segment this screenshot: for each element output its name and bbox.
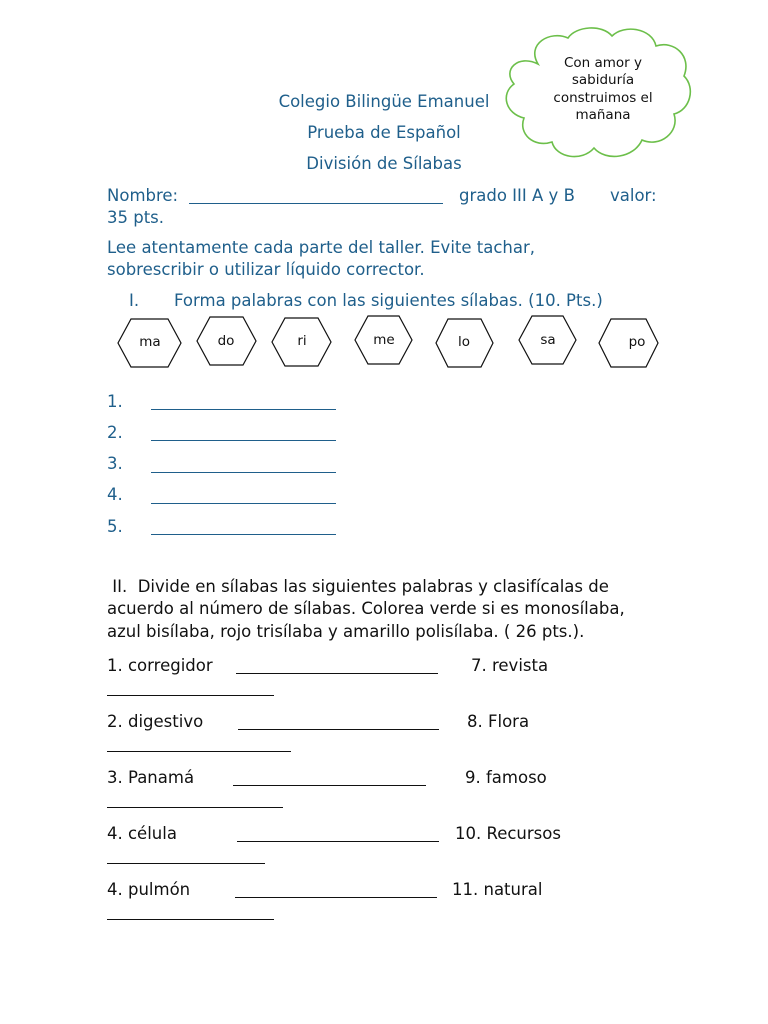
name-label: Nombre: [107,186,179,205]
word-item-2: 2. digestivo [107,712,204,731]
word-blank-5[interactable] [235,897,437,898]
grade-label: grado III A y B [459,186,575,205]
section2-line-3: azul bisílaba, rojo trisílaba y amarillo polisílaba. ( 26 pts.). [107,622,585,641]
word-item-11: 11. natural [452,880,543,899]
answer-number-5: 5. [107,517,123,536]
answer-line-5[interactable] [151,534,336,535]
word-blank-9[interactable] [107,807,283,808]
word-blank-4[interactable] [237,841,439,842]
word-item-7: 7. revista [471,656,549,675]
word-blank-2[interactable] [238,729,439,730]
syllable-ri: ri [297,333,307,349]
word-blank-11[interactable] [107,919,274,920]
school-name: Colegio Bilingüe Emanuel [278,92,490,111]
answer-line-1[interactable] [151,409,336,410]
syllable-do: do [217,333,235,349]
word-item-8: 8. Flora [467,712,530,731]
word-item-4: 4. célula [107,824,177,843]
instructions-line-2: sobrescribir o utilizar líquido corrector. [107,260,425,279]
word-item-10: 10. Recursos [455,824,561,843]
syllable-po: po [628,334,646,350]
motto-line-3: construimos el [553,90,653,106]
topic-title: División de Sílabas [306,154,462,173]
syllable-ma: ma [139,334,161,350]
word-blank-8[interactable] [107,751,291,752]
syllable-hexagons [0,310,768,390]
section2-line-2: acuerdo al número de sílabas. Colorea verde si es monosílaba, [107,599,625,618]
motto-line-4: mañana [575,107,631,123]
word-item-1: 1. corregidor [107,656,213,675]
answer-number-3: 3. [107,454,123,473]
answer-number-1: 1. [107,392,123,411]
word-item-3: 3. Panamá [107,768,195,787]
motto-line-1: Con amor y [563,55,643,71]
answer-line-4[interactable] [151,503,336,504]
test-title: Prueba de Español [307,123,461,142]
name-blank[interactable] [189,203,443,204]
syllable-me: me [373,332,395,348]
syllable-lo: lo [457,334,470,350]
answer-line-2[interactable] [151,440,336,441]
value-label: valor: [610,186,657,205]
word-item-9: 9. famoso [465,768,547,787]
value-points: 35 pts. [107,208,165,227]
section1-roman: I. [129,291,140,310]
section1-title: Forma palabras con las siguientes sílabas. (10. Pts.) [174,291,603,310]
word-blank-7[interactable] [107,695,274,696]
word-blank-3[interactable] [233,785,426,786]
section2-line-1: II. Divide en sílabas las siguientes palabras y clasifícalas de [107,577,609,596]
motto-line-2: sabiduría [571,72,635,88]
word-blank-1[interactable] [236,673,438,674]
word-blank-10[interactable] [107,863,265,864]
instructions-line-1: Lee atentamente cada parte del taller. Evite tachar, [107,238,536,257]
word-item-5: 4. pulmón [107,880,191,899]
answer-number-2: 2. [107,423,123,442]
syllable-sa: sa [540,332,556,348]
answer-line-3[interactable] [151,472,336,473]
answer-number-4: 4. [107,485,123,504]
